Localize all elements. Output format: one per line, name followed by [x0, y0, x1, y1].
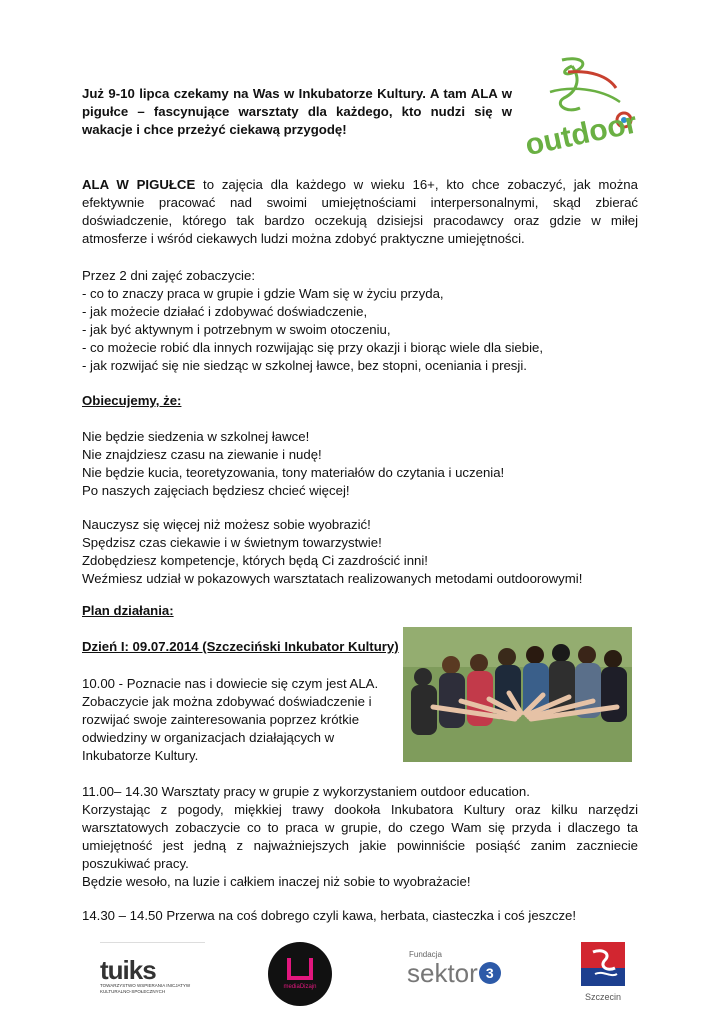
promise-line: Po naszych zajęciach będziesz chcieć więcej! [82, 483, 350, 498]
promise-line: Zdobędziesz kompetencje, których będą Ci zazdrościć inni! [82, 553, 428, 568]
promises-heading: Obiecujemy, że: [82, 393, 182, 408]
tuiks-subtitle-1: TOWARZYSTWO WSPIERANIA INICJATYW [100, 983, 191, 988]
sektor3-number-icon: 3 [479, 962, 501, 984]
slot2-end: Będzie wesoło, na luzie i całkiem inaczej niż sobie to wyobrażacie! [82, 874, 471, 889]
ala-lead: ALA W PIGUŁCE [82, 177, 196, 192]
mediadizajn-label: mediaDizajn [283, 983, 317, 990]
outdoor-logo-text: outdoor [522, 106, 640, 157]
intro-heading: Już 9-10 lipca czekamy na Was w Inkubatorze Kultury. A tam ALA w pigułce – fascynujące warsztaty dla każdego, kto nudzi się w wakacje i chce przeżyć ciekawą przygodę! [82, 86, 512, 137]
benefits-list [82, 267, 642, 375]
tuiks-logo-text: tuiks [100, 955, 156, 985]
szczecin-label: Szczecin [584, 992, 621, 1002]
szczecin-crest-icon [581, 942, 625, 986]
sektor3-label: sektor [407, 958, 478, 988]
ala-text: to zajęcia dla każdego w wieku 16+, kto chce zobaczyć, jak można efektywnie pracować nad swoimi umiejętnościami interpersonalnymi, skąd zbierać doświadczenie, którego tak bardzo oczekują dzisiejsi pracodawcy oraz gdzie w miłej atmosferze i wśród ciekawych ludzi można zdobyć praktyczne umiejętności. [82, 177, 638, 246]
ala-paragraph [82, 176, 638, 248]
list-item: - jak możecie działać i zdobywać doświadczenie, [82, 304, 368, 319]
plan-heading: Plan działania: [82, 603, 174, 618]
mediadizajn-mark-icon [287, 958, 313, 980]
list-intro: Przez 2 dni zajęć zobaczycie: [82, 268, 255, 283]
tuiks-divider [100, 942, 205, 943]
list-item: - jak być aktywnym i potrzebnym w swoim otoczeniu, [82, 322, 391, 337]
slot1-line: 10.00 - Poznacie nas i dowiecie się czym jest ALA. [82, 676, 379, 691]
promise-line: Weźmiesz udział w pokazowych warsztatach realizowanych metodami outdoorowymi! [82, 571, 583, 586]
slot3: 14.30 – 14.50 Przerwa na coś dobrego czyli kawa, herbata, ciasteczka i coś jeszcze! [82, 908, 577, 923]
day1-heading: Dzień I: 09.07.2014 (Szczeciński Inkubator Kultury) [82, 639, 399, 654]
promises-group-2 [82, 516, 642, 588]
slot2-text: Korzystając z pogody, miękkiej trawy dookoła Inkubatora Kultury oraz kilku narzędzi warsztatowych zobaczycie co to praca w grupie, do czego Wam się przyda i dlaczego ta umiejętność jest jedną z najważniejszych jakie powinniście posiąść zanim zaczniecie poszukiwać pracy. [82, 802, 638, 871]
slot1-line: Inkubatorze Kultury. [82, 748, 199, 763]
mediadizajn-logo [268, 942, 332, 1006]
promise-line: Nie będzie kucia, teoretyzowania, tony materiałów do czytania i uczenia! [82, 465, 505, 480]
sektor3-logo [395, 950, 530, 998]
slot1-text [82, 675, 382, 765]
sektor3-small: Fundacja [409, 950, 442, 959]
list-item: - co możecie robić dla innych rozwijając się przy okazji i biorąc wiele dla siebie, [82, 340, 544, 355]
tuiks-subtitle-2: KULTURALNO-SPOŁECZNYCH [100, 989, 166, 994]
promises-group-1 [82, 428, 642, 500]
tuiks-logo [100, 942, 210, 1004]
promise-line: Nie będzie siedzenia w szkolnej ławce! [82, 429, 310, 444]
slot1-line: Zobaczycie jak można zdobywać doświadczenie i [82, 694, 372, 709]
promise-line: Spędzisz czas ciekawie i w świetnym towarzystwie! [82, 535, 382, 550]
promise-line: Nie znajdziesz czasu na ziewanie i nudę! [82, 447, 322, 462]
outdoor-logo [520, 52, 645, 157]
promise-line: Nauczysz się więcej niż możesz sobie wyobrazić! [82, 517, 371, 532]
slot1-line: odwiedziny w organizacjach działających w [82, 730, 335, 745]
list-item: - co to znaczy praca w grupie i gdzie Wam się w życiu przyda, [82, 286, 444, 301]
szczecin-logo [578, 942, 628, 1008]
list-item: - jak rozwijać się nie siedząc w szkolnej ławce, bez stopni, oceniania i presji. [82, 358, 527, 373]
group-photo [403, 627, 632, 762]
slot2-title: 11.00– 14.30 Warsztaty pracy w grupie z wykorzystaniem outdoor education. [82, 784, 530, 799]
slot1-line: rozwijać swoje zainteresowania poprzez krótkie [82, 712, 360, 727]
